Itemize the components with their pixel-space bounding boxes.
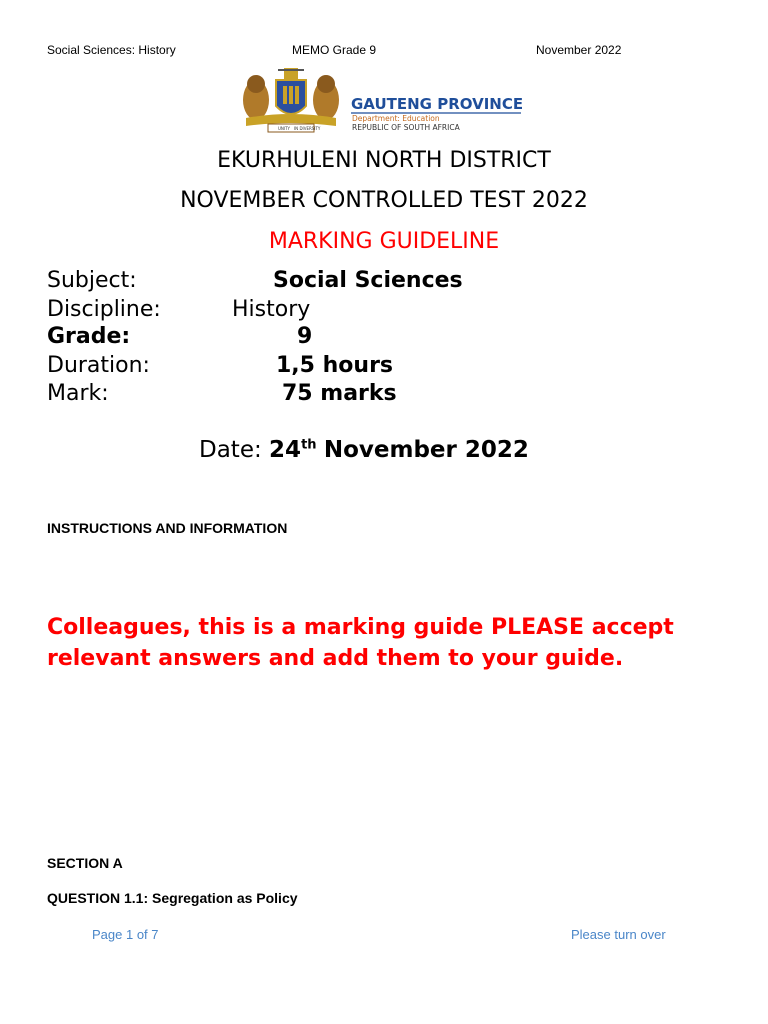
- section-heading: SECTION A: [47, 855, 123, 871]
- subject-label: Subject:: [47, 268, 137, 293]
- discipline-value: History: [232, 297, 311, 322]
- logo-republic: REPUBLIC OF SOUTH AFRICA: [352, 123, 460, 132]
- duration-label: Duration:: [47, 353, 150, 378]
- mark-value: 75 marks: [282, 381, 397, 406]
- date-rest: November 2022: [323, 437, 529, 463]
- date-day: 24: [269, 437, 302, 463]
- subject-value: Social Sciences: [273, 268, 463, 293]
- motto-left: UNITY: [278, 126, 290, 131]
- gauteng-logo: [238, 66, 522, 136]
- grade-label: Grade:: [47, 324, 131, 349]
- logo-province: GAUTENG PROVINCE: [351, 95, 522, 113]
- date-suffix: th: [301, 437, 317, 453]
- colleagues-notice: Colleagues, this is a marking guide PLEASE accept relevant answers and add them to your guide.: [47, 615, 674, 671]
- test-title: NOVEMBER CONTROLLED TEST 2022: [180, 188, 588, 213]
- header-subject: Social Sciences: History: [47, 43, 176, 57]
- discipline-label: Discipline:: [47, 297, 161, 322]
- district-title: EKURHULENI NORTH DISTRICT: [217, 148, 551, 173]
- test-date: [199, 437, 529, 463]
- mark-label: Mark:: [47, 381, 109, 406]
- header-memo: MEMO Grade 9: [292, 43, 377, 57]
- question-heading: QUESTION 1.1: Segregation as Policy: [47, 890, 298, 906]
- duration-value: 1,5 hours: [276, 353, 394, 378]
- turn-over: Please turn over: [571, 927, 666, 942]
- grade-value: 9: [297, 324, 313, 349]
- coat-of-arms-icon: [238, 66, 522, 136]
- instructions-heading: INSTRUCTIONS AND INFORMATION: [47, 520, 288, 536]
- logo-department: Department: Education: [352, 114, 440, 123]
- motto-right: IN DIVERSITY: [294, 126, 321, 131]
- marking-guideline-title: MARKING GUIDELINE: [268, 229, 500, 254]
- header-date: November 2022: [536, 43, 622, 57]
- page-number: Page 1 of 7: [92, 927, 159, 942]
- date-label: Date:: [199, 437, 262, 463]
